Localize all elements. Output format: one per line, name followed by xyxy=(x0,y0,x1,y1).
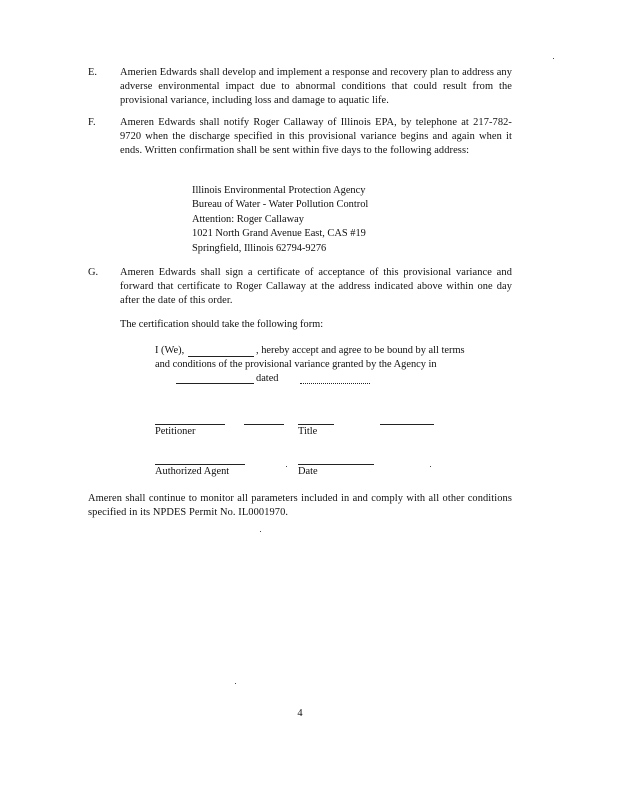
accept-clause-line-1: , hereby accept and agree to be bound by all terms xyxy=(256,345,465,356)
address-line-3: Attention: Roger Callaway xyxy=(192,213,304,225)
signature-line-fragment xyxy=(244,424,284,425)
item-e-text: Amerien Edwards shall develop and implement a response and recovery plan to address any adverse environmental impact due to abnormal conditions that could result from the provisional variance, including loss and damage to aquatic life. xyxy=(120,67,512,107)
petitioner-signature-line xyxy=(155,424,225,425)
case-blank-line xyxy=(176,383,254,384)
i-we-text: I (We), xyxy=(155,345,185,356)
address-line-4: 1021 North Grand Avenue East, CAS #19 xyxy=(192,228,366,240)
title-signature-line xyxy=(298,424,334,425)
item-g-marker: G. xyxy=(88,267,99,278)
address-line-2: Bureau of Water - Water Pollution Control xyxy=(192,199,369,211)
name-blank-line xyxy=(188,356,254,357)
scan-speck xyxy=(553,58,554,59)
date-label: Date xyxy=(298,466,318,477)
certification-intro: The certification should take the following form: xyxy=(120,319,324,330)
accept-clause-line-2: and conditions of the provisional variance granted by the Agency in xyxy=(155,359,437,370)
authorized-agent-signature-line xyxy=(155,464,245,465)
date-signature-line xyxy=(298,464,374,465)
closing-paragraph: Ameren shall continue to monitor all parameters included in and comply with all other conditions specified in its NPDES Permit No. IL0001970. xyxy=(88,493,512,519)
dated-text: dated xyxy=(256,373,279,384)
address-line-5: Springfield, Illinois 62794-9276 xyxy=(192,242,327,254)
page-number: 4 xyxy=(297,708,303,719)
title-label: Title xyxy=(298,426,318,437)
petitioner-label: Petitioner xyxy=(155,426,196,437)
scan-speck xyxy=(286,466,287,467)
scan-speck xyxy=(260,531,261,532)
title-signature-line-end xyxy=(380,424,434,425)
item-f-text: Ameren Edwards shall notify Roger Callaway of Illinois EPA, by telephone at 217-782-9720 when the discharge specified in this provisional variance begins and again when it ends. Written confirmation shall be sent within five days to the following address: xyxy=(120,117,512,157)
agency-address xyxy=(192,184,368,256)
item-e-marker: E. xyxy=(88,67,97,78)
authorized-agent-label: Authorized Agent xyxy=(155,466,230,477)
date-blank-line xyxy=(300,383,370,384)
address-line-1: Illinois Environmental Protection Agency xyxy=(192,185,366,196)
item-f-marker: F. xyxy=(88,117,96,128)
scan-speck xyxy=(235,683,236,684)
item-g-text: Ameren Edwards shall sign a certificate of acceptance of this provisional variance and forward that certificate to Roger Callaway at the address indicated above within one day after the date of this order. xyxy=(120,267,512,307)
scan-speck xyxy=(430,466,431,467)
